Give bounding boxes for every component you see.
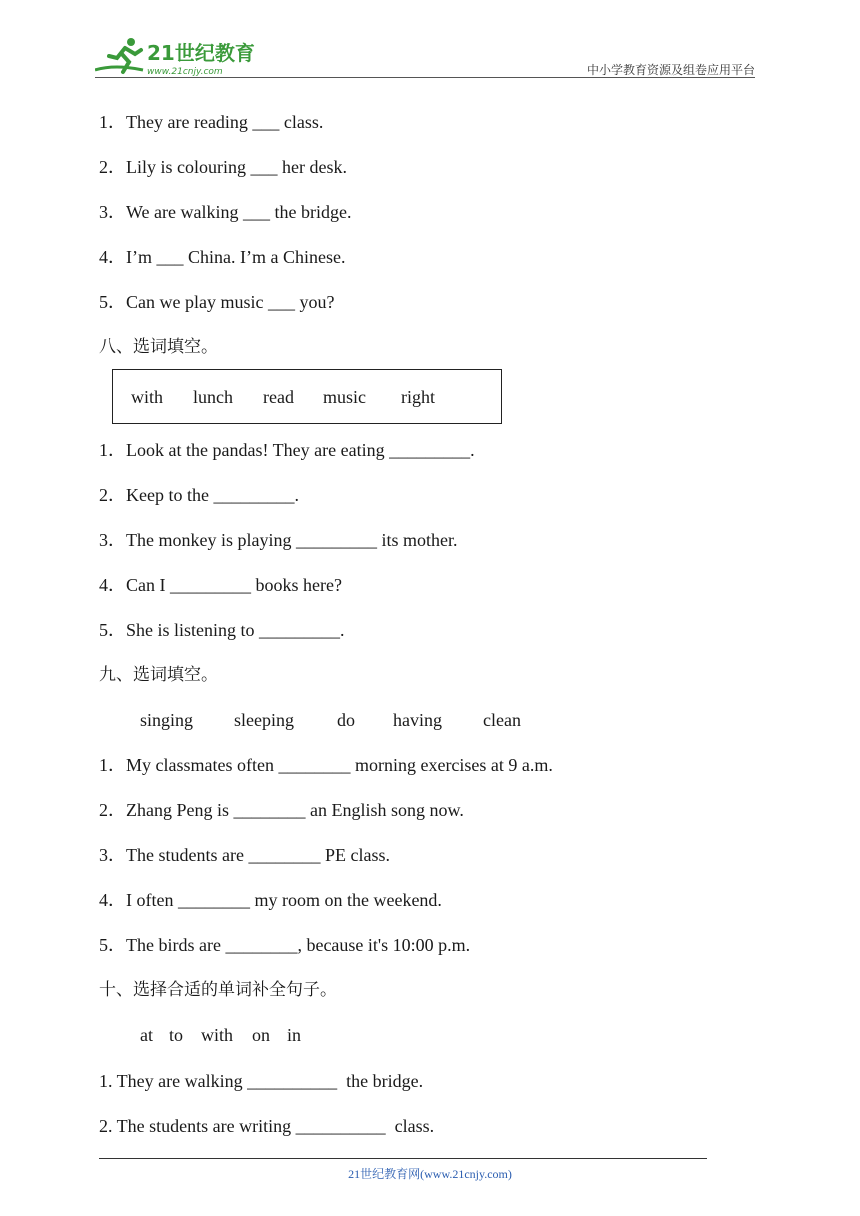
- page-header: [95, 30, 755, 78]
- word-bank-item: in: [287, 1025, 302, 1045]
- word-bank-item: sleeping: [234, 710, 294, 730]
- runner-icon: [95, 36, 265, 76]
- s8-item-1: 1．Look at the pandas! They are eating _________.: [99, 440, 475, 460]
- s8-item-3: 3．The monkey is playing _________ its mother.: [99, 530, 458, 550]
- word-bank-item: do: [337, 710, 355, 730]
- logo-main-text: 21世纪教育: [147, 41, 255, 65]
- word-bank-item: read: [263, 387, 294, 407]
- word-bank-item: with: [131, 387, 164, 407]
- word-bank-item: music: [323, 387, 366, 407]
- s8-item-5: 5．She is listening to _________.: [99, 620, 345, 640]
- word-bank-item: on: [252, 1025, 270, 1045]
- word-bank-item: with: [201, 1025, 234, 1045]
- s9-item-2: 2．Zhang Peng is ________ an English song now.: [99, 800, 464, 820]
- site-logo: [95, 36, 265, 76]
- s10-title: 十、选择合适的单词补全句子。: [99, 980, 337, 1000]
- word-bank-item: singing: [140, 710, 194, 730]
- s7-item-1: 1．They are reading ___ class.: [99, 112, 324, 132]
- word-bank-item: at: [140, 1025, 153, 1045]
- logo-sub-text: www.21cnjy.com: [147, 67, 223, 76]
- s9-item-4: 4．I often ________ my room on the weekend.: [99, 890, 442, 910]
- s9-item-5: 5．The birds are ________, because it's 10:00 p.m.: [99, 935, 471, 955]
- header-divider: [95, 77, 755, 78]
- header-platform-text: 中小学教育资源及组卷应用平台: [586, 63, 755, 77]
- s8-item-4: 4．Can I _________ books here?: [99, 575, 342, 595]
- s8-title: 八、选词填空。: [99, 337, 218, 357]
- word-bank-item: clean: [483, 710, 521, 730]
- word-bank-item: right: [401, 387, 435, 407]
- s9-item-1: 1．My classmates often ________ morning exercises at 9 a.m.: [99, 755, 553, 775]
- s8-item-2: 2．Keep to the _________.: [99, 485, 299, 505]
- s7-item-3: 3．We are walking ___ the bridge.: [99, 202, 352, 222]
- s7-item-5: 5．Can we play music ___ you?: [99, 292, 335, 312]
- s10-item-2: 2. The students are writing __________ class.: [99, 1116, 435, 1136]
- s9-title: 九、选词填空。: [99, 665, 218, 685]
- s8-word-bank: [112, 369, 502, 424]
- footer-divider: [99, 1158, 707, 1159]
- s7-item-4: 4．I’m ___ China. I’m a Chinese.: [99, 247, 346, 267]
- footer-text: 21世纪教育网(www.21cnjy.com): [348, 1167, 512, 1181]
- s7-item-2: 2．Lily is colouring ___ her desk.: [99, 157, 347, 177]
- s10-item-1: 1. They are walking __________ the bridge.: [99, 1071, 424, 1091]
- word-bank-item: having: [393, 710, 442, 730]
- word-bank-item: to: [169, 1025, 184, 1045]
- s9-item-3: 3．The students are ________ PE class.: [99, 845, 390, 865]
- word-bank-item: lunch: [193, 387, 233, 407]
